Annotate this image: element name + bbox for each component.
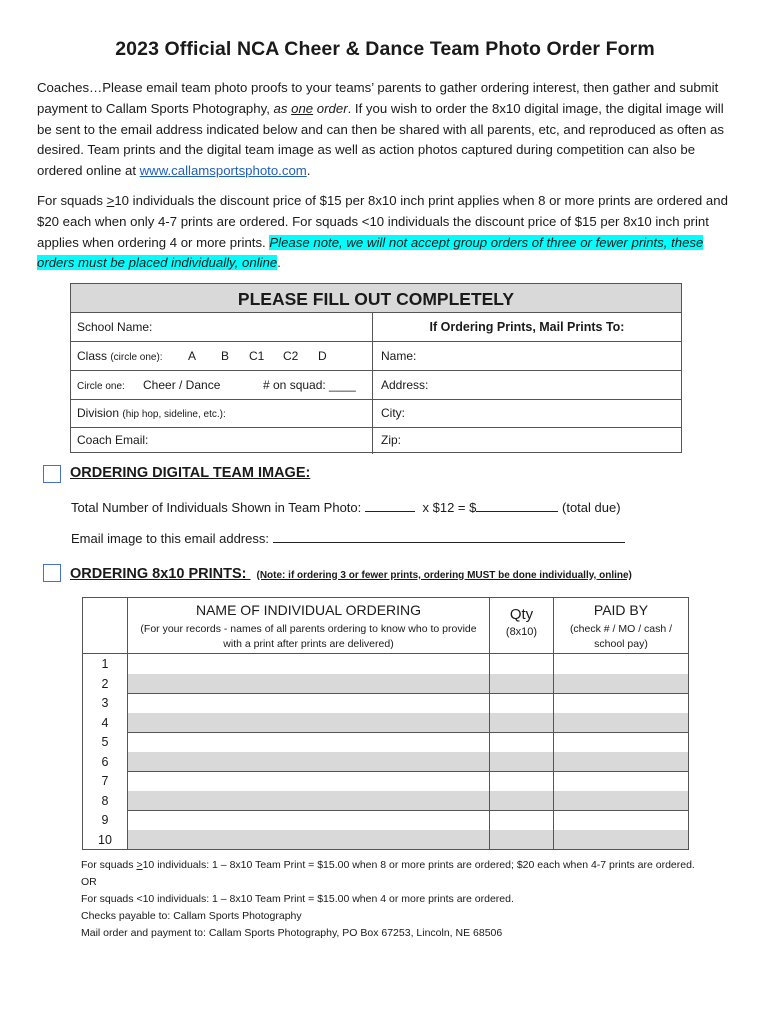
- row-number: 10: [83, 830, 128, 850]
- paid-cell[interactable]: [554, 830, 688, 850]
- website-link[interactable]: www.callamsportsphoto.com: [139, 163, 307, 179]
- footer-line-4: Checks payable to: Callam Sports Photography: [81, 910, 302, 922]
- name-cell[interactable]: [128, 693, 490, 713]
- qty-cell[interactable]: [490, 810, 554, 830]
- class-option-b[interactable]: B: [221, 349, 230, 363]
- coach-email-label: Coach Email:: [77, 433, 149, 447]
- info-row-school: [71, 313, 681, 342]
- paid-cell[interactable]: [554, 674, 688, 694]
- paid-cell[interactable]: [554, 693, 688, 713]
- class-label: Class: [77, 349, 111, 363]
- qty-cell[interactable]: [490, 693, 554, 713]
- table-row: [83, 752, 688, 773]
- table-row: [83, 693, 688, 714]
- division-hint: (hip hop, sideline, etc.):: [122, 409, 226, 420]
- table-row: [83, 654, 688, 675]
- city-label: City:: [381, 406, 405, 420]
- col-paid-subheader: (check # / MO / cash / school pay): [569, 623, 673, 650]
- header-number-cell: [83, 598, 128, 654]
- footer-ge: >: [136, 859, 143, 871]
- row-number: 6: [83, 752, 128, 772]
- pricing-period: .: [277, 255, 281, 271]
- name-cell[interactable]: [128, 674, 490, 694]
- name-cell[interactable]: [128, 713, 490, 733]
- pricing-text: For squads: [37, 193, 107, 208]
- footer-line-1b: 10 individuals: 1 – 8x10 Team Print = $15.00 when 8 or more prints are ordered; $20 each when 4-7 prints are ordered.: [142, 859, 695, 871]
- info-row-division: [71, 399, 681, 428]
- name-field[interactable]: [373, 342, 681, 370]
- intro-text-cont: . If you wish to order the 8x10 digital image, the digital image will be sent to the email address indicated below and can then be shared with all parents, etc, and reproduced as often as desired. Team prints and the digital team image as well as action photos captured during competition can also be ordered online at: [37, 100, 724, 179]
- city-field[interactable]: [373, 399, 681, 427]
- col-name-header: NAME OF INDIVIDUAL ORDERING: [195, 602, 422, 618]
- mail-to-heading: [373, 313, 681, 341]
- footer-line-3: For squads <10 individuals: 1 – 8x10 Team Print = $15.00 when 4 or more prints are ordered.: [81, 893, 514, 905]
- paid-cell[interactable]: [554, 810, 688, 830]
- individuals-count-input[interactable]: [365, 498, 415, 512]
- zip-field[interactable]: [373, 426, 681, 454]
- row-number: 9: [83, 810, 128, 830]
- table-row: [83, 713, 688, 734]
- class-hint: (circle one):: [110, 352, 163, 363]
- highlighted-note: Please note, we will not accept group orders of three or fewer prints, these orders must be placed individually, online: [37, 234, 704, 271]
- class-option-c2[interactable]: C2: [283, 349, 299, 363]
- division-label: Division: [77, 406, 123, 420]
- col-paid-header: PAID BY: [593, 602, 649, 618]
- col-name-subheader: (For your records - names of all parents ordering to know who to provide with a print after prints are delivered): [140, 623, 477, 650]
- info-row-class: [71, 342, 681, 371]
- table-row: [83, 674, 688, 695]
- name-cell[interactable]: [128, 810, 490, 830]
- footer-line-1: [81, 857, 731, 874]
- table-row: [83, 810, 688, 831]
- row-number: 4: [83, 713, 128, 733]
- intro-text-as: as: [273, 100, 292, 116]
- email-image-input[interactable]: [273, 529, 625, 543]
- zip-label: Zip:: [381, 433, 402, 447]
- paid-cell[interactable]: [554, 732, 688, 752]
- qty-cell[interactable]: [490, 713, 554, 733]
- team-info-box: [70, 283, 682, 453]
- row-number: 3: [83, 693, 128, 713]
- pricing-text-cont: 10 individuals the discount price of $15 per 8x10 inch print applies when 8 or more prints are ordered and $20 each when only 4-7 prints are ordered. For squads <10 individuals the discount price of $15 per 8x10 inch print applies when ordering 4 or more prints.: [37, 193, 728, 250]
- email-image-label: Email image to this email address:: [71, 531, 269, 546]
- header-paid-cell: [554, 598, 688, 654]
- intro-text: Coaches…Please email team photo proofs to your teams’ parents to gather ordering interest, then gather and submit payment to Callam Sports Photography,: [37, 80, 719, 116]
- total-individuals-label: Total Number of Individuals Shown in Team Photo:: [71, 500, 362, 515]
- name-cell[interactable]: [128, 791, 490, 811]
- digital-section-title: ORDERING DIGITAL TEAM IMAGE:: [70, 465, 311, 481]
- total-individuals-line: [71, 498, 621, 515]
- paid-cell[interactable]: [554, 654, 688, 674]
- qty-cell[interactable]: [490, 830, 554, 850]
- intro-text-one: one: [291, 100, 314, 116]
- name-cell[interactable]: [128, 732, 490, 752]
- print-order-table: [82, 597, 689, 850]
- name-label: Name:: [381, 349, 417, 363]
- name-cell[interactable]: [128, 752, 490, 772]
- col-qty-subheader: (8x10): [505, 626, 538, 638]
- row-number: 1: [83, 654, 128, 674]
- name-cell[interactable]: [128, 654, 490, 674]
- header-qty-cell: [490, 598, 554, 654]
- total-due-label: (total due): [562, 500, 621, 515]
- mail-to-label: If Ordering Prints, Mail Prints To:: [429, 320, 625, 334]
- info-box-header: PLEASE FILL OUT COMPLETELY: [71, 284, 681, 313]
- prints-title-text: ORDERING 8x10 PRINTS:: [70, 566, 247, 582]
- intro-paragraph-pricing: [37, 191, 737, 274]
- total-due-input[interactable]: [476, 498, 558, 512]
- school-name-label: School Name:: [77, 320, 153, 334]
- price-multiplier: x $12 = $: [422, 500, 477, 515]
- footer-or: OR: [81, 876, 97, 888]
- table-row: [83, 732, 688, 753]
- address-label: Address:: [381, 378, 429, 392]
- intro-paragraph-coaches: [37, 78, 737, 182]
- table-row: [83, 791, 688, 812]
- qty-cell[interactable]: [490, 752, 554, 772]
- qty-cell[interactable]: [490, 791, 554, 811]
- footer-line-1a: For squads: [81, 859, 137, 871]
- prints-checkbox[interactable]: [43, 564, 61, 582]
- col-qty-header: Qty: [509, 606, 534, 623]
- table-row: [83, 771, 688, 792]
- page-title: 2023 Official NCA Cheer & Dance Team Photo Order Form: [115, 38, 655, 60]
- info-row-type: [71, 371, 681, 400]
- division-field[interactable]: [71, 399, 373, 427]
- class-field[interactable]: [71, 342, 373, 370]
- class-option-d[interactable]: D: [318, 349, 327, 363]
- name-cell[interactable]: [128, 830, 490, 850]
- qty-cell[interactable]: [490, 654, 554, 674]
- qty-cell[interactable]: [490, 674, 554, 694]
- paid-cell[interactable]: [554, 791, 688, 811]
- pricing-footer: [81, 857, 731, 942]
- coach-email-field[interactable]: [71, 426, 373, 454]
- cheer-dance-field[interactable]: [71, 371, 373, 399]
- name-cell[interactable]: [128, 771, 490, 791]
- row-number: 7: [83, 771, 128, 791]
- qty-cell[interactable]: [490, 732, 554, 752]
- pricing-ge: >: [106, 193, 115, 208]
- table-row: [83, 830, 688, 850]
- header-name-cell: [128, 598, 490, 654]
- info-row-email: [71, 426, 681, 454]
- row-number: 5: [83, 732, 128, 752]
- paid-cell[interactable]: [554, 771, 688, 791]
- prints-note: (Note: if ordering 3 or fewer prints, ordering MUST be done individually, online): [256, 570, 632, 581]
- intro-period: .: [306, 163, 311, 179]
- footer-line-5: Mail order and payment to: Callam Sports Photography, PO Box 67253, Lincoln, NE 68506: [81, 927, 503, 939]
- email-image-line: [71, 529, 625, 546]
- intro-text-order: order: [313, 100, 348, 116]
- class-option-c1[interactable]: C1: [249, 349, 265, 363]
- row-number: 8: [83, 791, 128, 811]
- paid-cell[interactable]: [554, 713, 688, 733]
- school-name-field[interactable]: [71, 313, 373, 341]
- class-option-a[interactable]: A: [188, 349, 197, 363]
- circle-one-label: Circle one:: [77, 381, 125, 392]
- prints-section-title: [70, 566, 632, 582]
- row-number: 2: [83, 674, 128, 694]
- address-field[interactable]: [373, 371, 681, 399]
- squad-count-field[interactable]: # on squad: ____: [263, 378, 356, 392]
- qty-cell[interactable]: [490, 771, 554, 791]
- cheer-dance-options[interactable]: Cheer / Dance: [143, 378, 221, 392]
- digital-image-checkbox[interactable]: [43, 465, 61, 483]
- paid-cell[interactable]: [554, 752, 688, 772]
